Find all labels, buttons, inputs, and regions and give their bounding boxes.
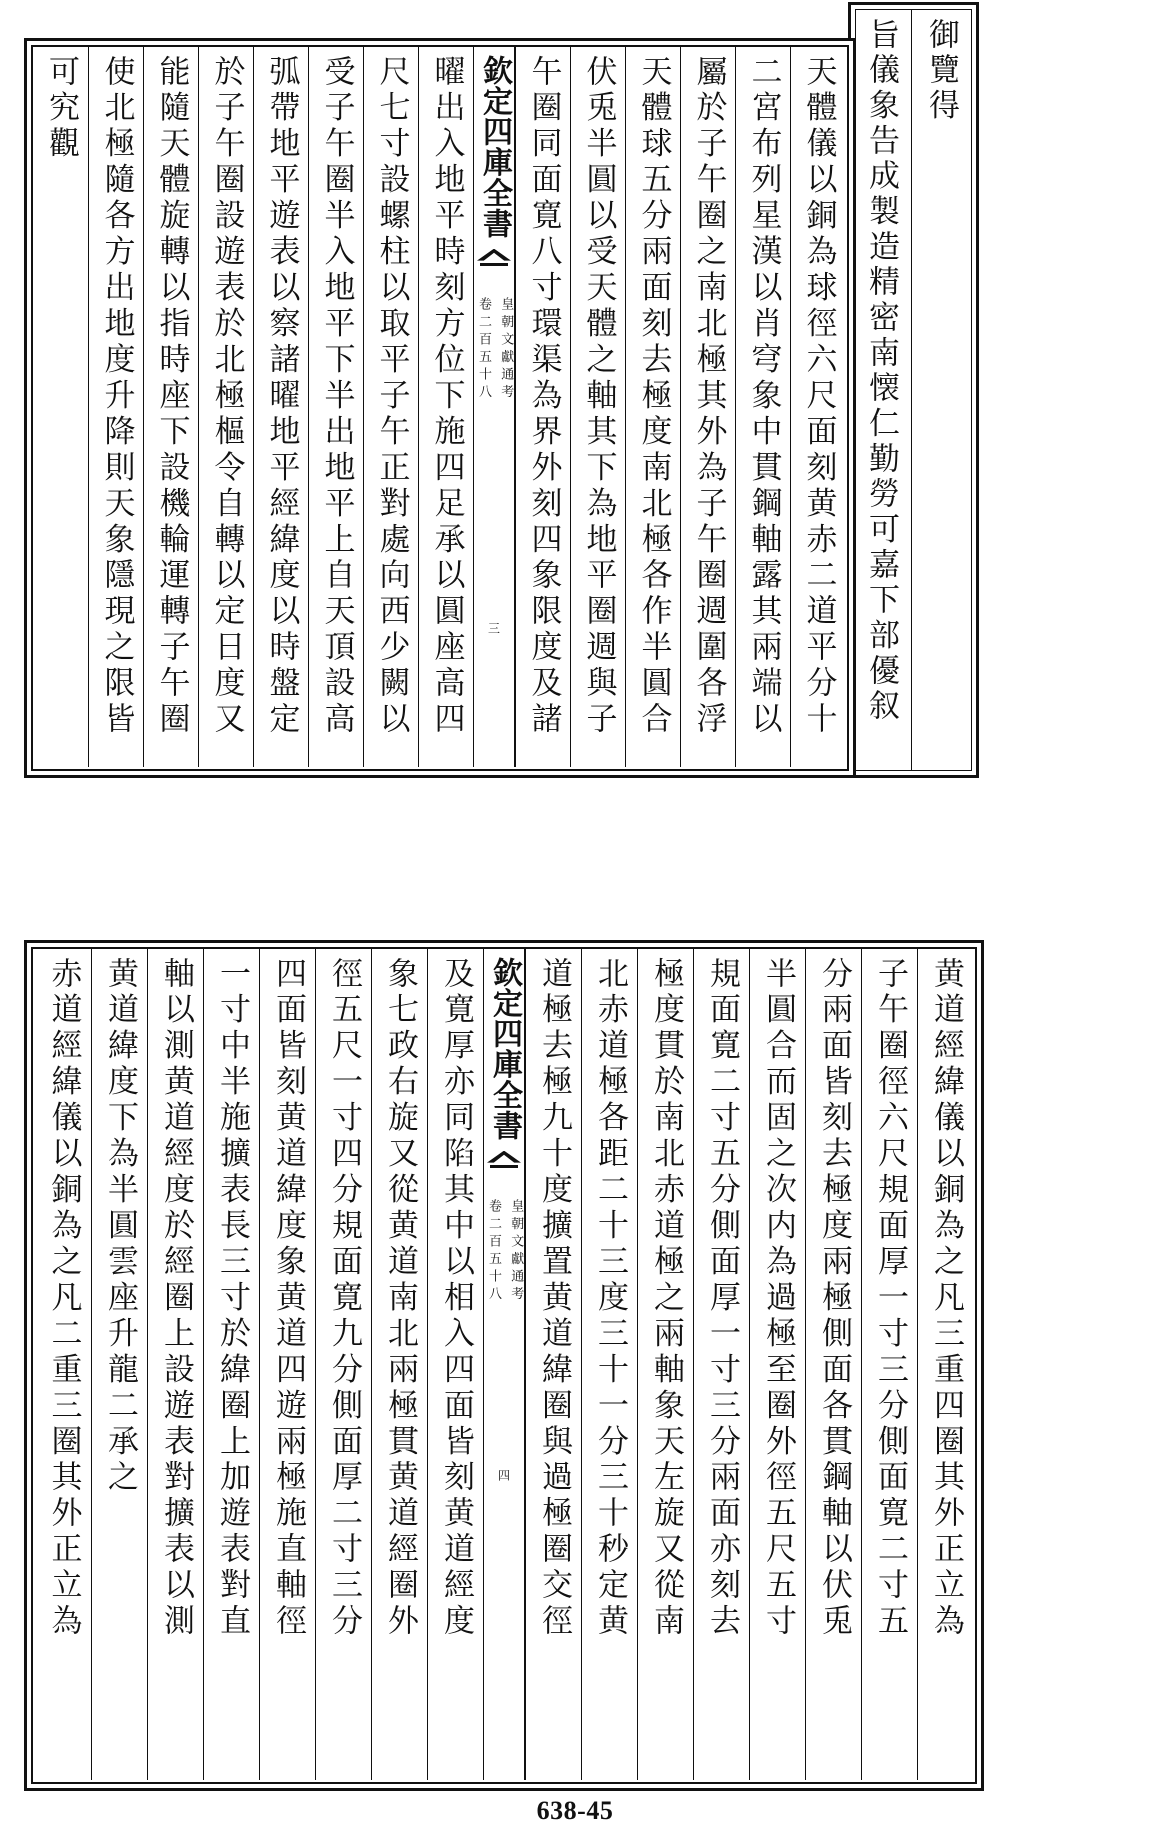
header-title-line: 旨儀象告成製造精密南懐仁勤勞可嘉下部優叙 — [852, 10, 912, 770]
column-text: 象七政右旋又從黄道南北兩極貫黄道經圈外 — [382, 957, 418, 1641]
column-text: 使北極隨各方出地度升降則天象隱現之限皆 — [98, 55, 135, 739]
bottom-page — [0, 940, 1150, 1785]
bottom-text-column — [203, 949, 259, 1780]
top-text-column — [88, 47, 143, 767]
imperial-header-tab — [848, 2, 979, 778]
column-text: 尺七寸設螺柱以取平子午正對處向西少闕以 — [373, 55, 410, 739]
center-book-title: 欽定四庫全書 — [477, 55, 512, 239]
center-subtitle-left: 卷二百五十八 — [476, 296, 491, 402]
center-subtitle-right: 皇朝文獻通考 — [498, 296, 514, 402]
center-page-number: 四 — [496, 1469, 511, 1481]
top-text-column — [790, 47, 845, 767]
top-page — [0, 0, 1150, 880]
column-text: 軸以測黄道經度於經圈上設遊表對擴表以測 — [158, 957, 194, 1641]
center-page-number: 三 — [486, 622, 501, 634]
column-text: 及寛厚亦同陷其中以相入四面皆刻黄道經度 — [438, 957, 474, 1641]
column-text: 午圈同面寛八寸環渠為界外刻四象限度及諸 — [525, 55, 562, 739]
column-text: 二宮布列星漢以肖穹象中貫鋼軸露其兩端以 — [745, 55, 782, 739]
column-text: 於子午圈設遊表於北極樞令自轉以定日度又 — [208, 55, 245, 739]
footer-page-number: 638-45 — [536, 1796, 614, 1825]
column-text: 規面寛二寸五分側面厚一寸三分兩面亦刻去 — [704, 957, 740, 1641]
center-subtitle-left: 卷二百五十八 — [486, 1198, 501, 1304]
column-text: 可究觀 — [43, 55, 79, 163]
bottom-text-column — [35, 949, 91, 1780]
top-text-column — [680, 47, 735, 767]
column-text: 天體球五分兩面刻去極度南北極各作半圓合 — [635, 55, 672, 739]
column-text: 北赤道極各距二十三度三十一分三十秒定黄 — [592, 957, 628, 1641]
column-text: 黄道緯度下為半圓雲座升龍二承之 — [102, 957, 138, 1497]
bottom-text-column — [147, 949, 203, 1780]
column-text: 弧帶地平遊表以察諸曜地平經緯度以時盤定 — [263, 55, 300, 739]
fish-tail-ornament — [477, 249, 511, 279]
top-page-columns — [33, 47, 845, 767]
top-text-column — [33, 47, 88, 767]
center-subtitle-right: 皇朝文獻通考 — [508, 1198, 524, 1304]
center-book-title: 欽定四庫全書 — [487, 957, 522, 1141]
column-text: 能隨天體旋轉以指時座下設機輪運轉子午圈 — [153, 55, 190, 739]
column-text: 分兩面皆刻去極度兩極側面各貫鋼軸以伏兎 — [816, 957, 852, 1641]
bottom-text-column — [861, 949, 917, 1780]
bottom-text-column — [427, 949, 483, 1780]
column-text: 極度貫於南北赤道極之兩軸象天左旋又從南 — [648, 957, 684, 1641]
center-subtitle — [474, 297, 514, 402]
header-label: 御覽得 — [923, 18, 959, 125]
bottom-text-column — [749, 949, 805, 1780]
bottom-text-column — [91, 949, 147, 1780]
column-text: 受子午圈半入地平下半出地平上自天頂設高 — [318, 55, 355, 739]
column-text: 黄道經緯儀以銅為之凡三重四圈其外正立為 — [928, 957, 964, 1641]
header-tab-inner — [855, 9, 972, 771]
bottom-text-column — [525, 949, 581, 1780]
column-text: 赤道經緯儀以銅為之凡二重三圈其外正立為 — [45, 957, 82, 1641]
bottom-text-column — [693, 949, 749, 1780]
column-text: 半圓合而固之次内為過極至圈外徑五尺五寸 — [760, 957, 796, 1641]
top-text-column — [418, 47, 473, 767]
bottom-text-column — [917, 949, 973, 1780]
column-text: 天體儀以銅為球徑六尺面刻黄赤二道平分十 — [800, 55, 837, 739]
center-subtitle — [484, 1199, 524, 1304]
column-text: 道極去極九十度擴置黄道緯圈與過極圈交徑 — [536, 957, 572, 1641]
bottom-text-column — [315, 949, 371, 1780]
top-text-column — [198, 47, 253, 767]
top-center-margin — [473, 47, 515, 767]
bottom-page-columns — [33, 949, 973, 1780]
bottom-text-column — [581, 949, 637, 1780]
column-text: 曜出入地平時刻方位下施四足承以圓座高四 — [428, 55, 465, 739]
column-text: 四面皆刻黄道緯度象黄道四遊兩極施直軸徑 — [270, 957, 306, 1641]
top-text-column — [143, 47, 198, 767]
fish-tail-ornament — [487, 1151, 521, 1181]
bottom-center-margin — [483, 949, 525, 1780]
bottom-text-column — [259, 949, 315, 1780]
bottom-text-column — [371, 949, 427, 1780]
top-text-column — [735, 47, 790, 767]
column-text: 徑五尺一寸四分規面寛九分側面厚二寸三分 — [326, 957, 362, 1641]
top-text-column — [253, 47, 308, 767]
column-text: 子午圈徑六尺規面厚一寸三分側面寛二寸五 — [872, 957, 908, 1641]
column-text: 伏兎半圓以受天體之軸其下為地平圈週與子 — [580, 55, 617, 739]
top-text-column — [515, 47, 570, 767]
top-text-column — [570, 47, 625, 767]
column-text: 屬於子午圈之南北極其外為子午圈週圍各浮 — [690, 55, 727, 739]
top-text-column — [363, 47, 418, 767]
top-text-column — [308, 47, 363, 767]
bottom-text-column — [637, 949, 693, 1780]
bottom-text-column — [805, 949, 861, 1780]
column-text: 一寸中半施擴表長三寸於緯圈上加遊表對直 — [214, 957, 250, 1641]
top-text-column — [625, 47, 680, 767]
